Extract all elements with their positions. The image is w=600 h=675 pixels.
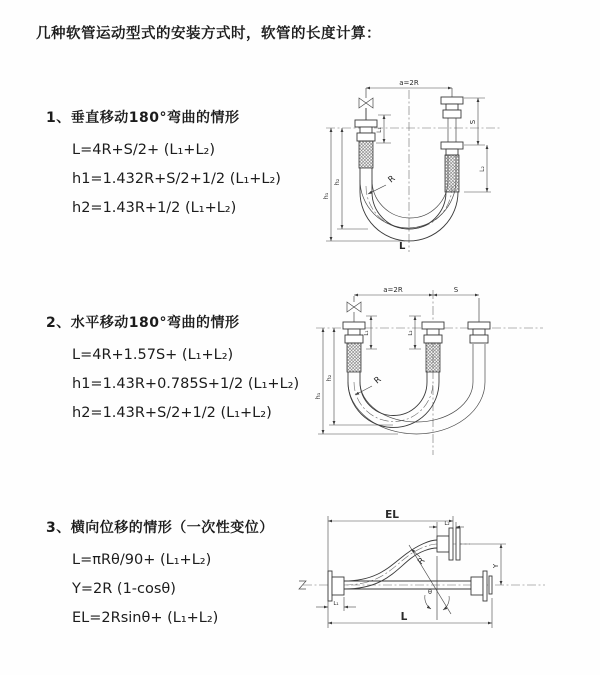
formula-line: L=πRθ/90+ (L₁+L₂) [72,552,212,568]
valve-icon [347,302,361,312]
dim-label-h1: h₁ [322,192,330,200]
section2-heading: 2、水平移动180°弯曲的情形 [46,315,240,331]
dim-label-s: S [453,286,459,294]
formula-line: L=4R+1.57S+ (L₁+L₂) [72,347,234,363]
formula-line: Y=2R (1-cosθ) [72,581,176,597]
diagram-lateral-displacement [296,498,600,648]
diagram-horizontal-180 [306,283,598,468]
section3-formulas [72,546,274,633]
valve-icon [359,98,373,108]
braided-hose-section [347,343,361,372]
section3-heading: 3、横向位移的情形（一次性变位） [46,520,274,536]
dim-label-a2r: a=2R [399,79,419,87]
dim-label-l1: L₁ [364,330,370,336]
formula-line: h1=1.432R+S/2+1/2 (L₁+L₂) [72,171,281,187]
dim-label-y: Y [492,563,500,569]
diagram1-svg [315,76,600,258]
dim-label-l: L [399,241,406,252]
braided-hose-section [359,141,373,168]
section1-heading: 1、垂直移动180°弯曲的情形 [46,110,240,126]
page-title: 几种软管运动型式的安装方式时，软管的长度计算： [36,26,381,42]
formula-line: h1=1.43R+0.785S+1/2 (L₁+L₂) [72,376,300,392]
dim-label-l1: L₁ [333,601,339,607]
dim-label-h2: h₂ [333,178,341,186]
section1-formulas [72,136,281,223]
dim-label-a2r: a=2R [383,286,403,294]
dim-label-l2: L₂ [444,521,450,527]
dim-label-theta: θ [428,588,432,596]
formula-line: h2=1.43R+1/2 (L₁+L₂) [72,200,237,216]
dim-label-h1: h₁ [314,392,322,400]
diagram2-svg [306,283,598,468]
dim-label-el: EL [385,509,399,521]
dim-label-r: R [386,173,398,186]
section-vertical-180 [46,107,281,223]
dim-label-l2: L₂ [408,330,414,336]
section2-formulas [72,341,299,428]
diagram-vertical-180 [315,76,600,258]
dim-label-s: S [469,119,477,125]
dim-label-r: R [372,374,384,387]
diagram3-svg [296,498,600,648]
dim-label-l2: L₂ [479,166,486,172]
braided-hose-section [445,155,459,192]
section-lateral-displacement [46,517,274,633]
formula-line: L=4R+S/2+ (L₁+L₂) [72,142,215,158]
formula-line: h2=1.43R+S/2+1/2 (L₁+L₂) [72,405,272,421]
dim-label-l1: L₁ [376,127,383,133]
braided-hose-section [426,343,440,372]
section-horizontal-180 [46,312,299,428]
dim-label-h2: h₂ [325,374,333,382]
dim-label-r: R [416,555,428,568]
formula-line: EL=2Rsinθ+ (L₁+L₂) [72,610,219,626]
dim-label-l: L [400,611,408,623]
